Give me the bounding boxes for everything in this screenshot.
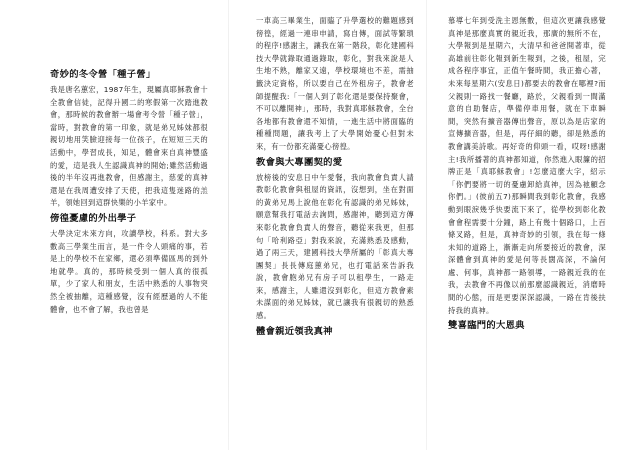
body-paragraph: 一車高三畢業生，面臨了升學選校的難題感到徬徨，經過一連串申請，寫自傳，面試等繁瑣的程序!感謝主，讓我在第一階段，彰化建國科技大學就錄取通過錄取，彰化，對我來說是人生地不熟，離家又遠，學校環境也不差，需抽籤決定資格，所以要自己在外租房子，教會老師提醒我:「一個人到了彰化還是要保持聚會，不可以離開神」，那時，我對真耶穌教會，全台各地都有教會還不知情，一進生活中將面臨的種種問題，讓我考上了大學開始憂心但對未來，有一份都充滿憂心徬徨。 xyxy=(256,16,414,151)
fold-line xyxy=(426,0,427,450)
column-1 xyxy=(50,66,208,316)
fold-line xyxy=(228,0,229,450)
column-2 xyxy=(256,15,414,341)
body-paragraph: 我是唐名蕙宏，1987年生，現屬真耶穌教會十全教會信徒，記得升國二的寒假第一次踏進教會，那時候的教會辦一場會考令營「種子營」，當時，對教會的第一印象，就是弟兄姊妹都很親切地用笑臉迎接每一位孩子，在短短三天的活動中，學習成長，知足，體會來自真神豐盛的愛，這是我人生認識真神的開始;雖然活動過後的半年沒再進教會，但感謝主，慈愛的真神還是在我周遭安排了天使，把我這隻迷路的羔羊，領她回到這群快樂的小羊家中。 xyxy=(50,85,208,208)
column-3 xyxy=(448,15,606,335)
section-heading: 教會與大專團契的愛 xyxy=(256,156,343,168)
body-paragraph: 慕導七年到受洗主恩無數，但這次更讓我感覺真神是那麼真實的親近我，那廣的無所不在，大學報到是星期六，大清早和爸爸開著車，從高雄前往彰化報到新生報到，之後，租屋，完成各程序事宜，正值午餐時間，我正擔心著，未來每星期六(安息日)都要去的教會在哪裡?而父親則一路找一餐廳，路於，父親看到一間滿意的自助餐店，準備停車用餐，就在下車瞬間，突然有擴音器傳出聲音，原以為是店家的宣傳擴音器，但是，再仔細的聽，卻是熟悉的教會講美詩歌。再好奇的仰頭一看，哎呀!感謝主!我所播著的真神都知道，你然進入眼簾的招牌正是「真耶穌教會」!怎麼這麼大字，紹示「你們要將一切的憂慮卸給真神，因為祂顧念你們。」(彼前五7)那瞬間我到彰化教會，我感動到眼淚幾乎快要流下來了，從學校到彰化教會會程需要十分鐘，路上有幾十個路口，上百條叉路，但是，真神奇妙的引領，我在每一條未知的道路上，漸漸走向所要接近的教會，深深體會到真神的愛是何等長闊高深，不論何處、何事，真神都一路領導，一路親近我的在我，去教會不再像以前那麼認識親近，消磨時間的心態，而是更要深深認識，一路在肯後扶持我的真神。 xyxy=(448,16,606,315)
section-heading: 奇妙的冬令營「種子營」 xyxy=(50,69,156,80)
body-paragraph: 放榜後的安息日中午愛餐，我向教會負責人請教彰化教會與租屋的資訊，沒想到，坐在對面的黃弟兄馬上說他在彰化有認識的弟兄姊妹，願意幫我打電話去詢問，感謝神，聽到這方傳來彰化教會負責人的聲音，聽從來我更，但那句「哈利路亞」對我來說，充滿熟悉及感動，過了兩三天，建國科技大學所屬的「彰真大專團契」長長傳庭蕙弟兄，也打電話來告訴我說，教會胞弟兄有房子可以租學生，一路走來，感謝主，人雖還沒到彰化，但這方教會素未謀面的弟兄姊妹，就已讓我有很親切的熟悉感。 xyxy=(256,172,414,321)
body-paragraph: 大學決定未來方向，攻讀學校，科系。對大多數高三學業生而言，是一件令人頭痛的事，若是上的學校不在家鄉，還必須準備區馬的到外地就學。真的，那時候受到一個人真的很孤單，少了家人和朋友，生活中熟悉的人事物突然全被抽離，這種感覺，沒有經歷過的人不能體會，也不會了解，我也曾是 xyxy=(50,228,208,314)
section-heading: 體會親近領我真神 xyxy=(256,325,333,337)
section-heading: 雙喜臨門的大恩典 xyxy=(448,320,525,332)
section-heading: 傍徨憂慮的外出學子 xyxy=(50,212,137,224)
